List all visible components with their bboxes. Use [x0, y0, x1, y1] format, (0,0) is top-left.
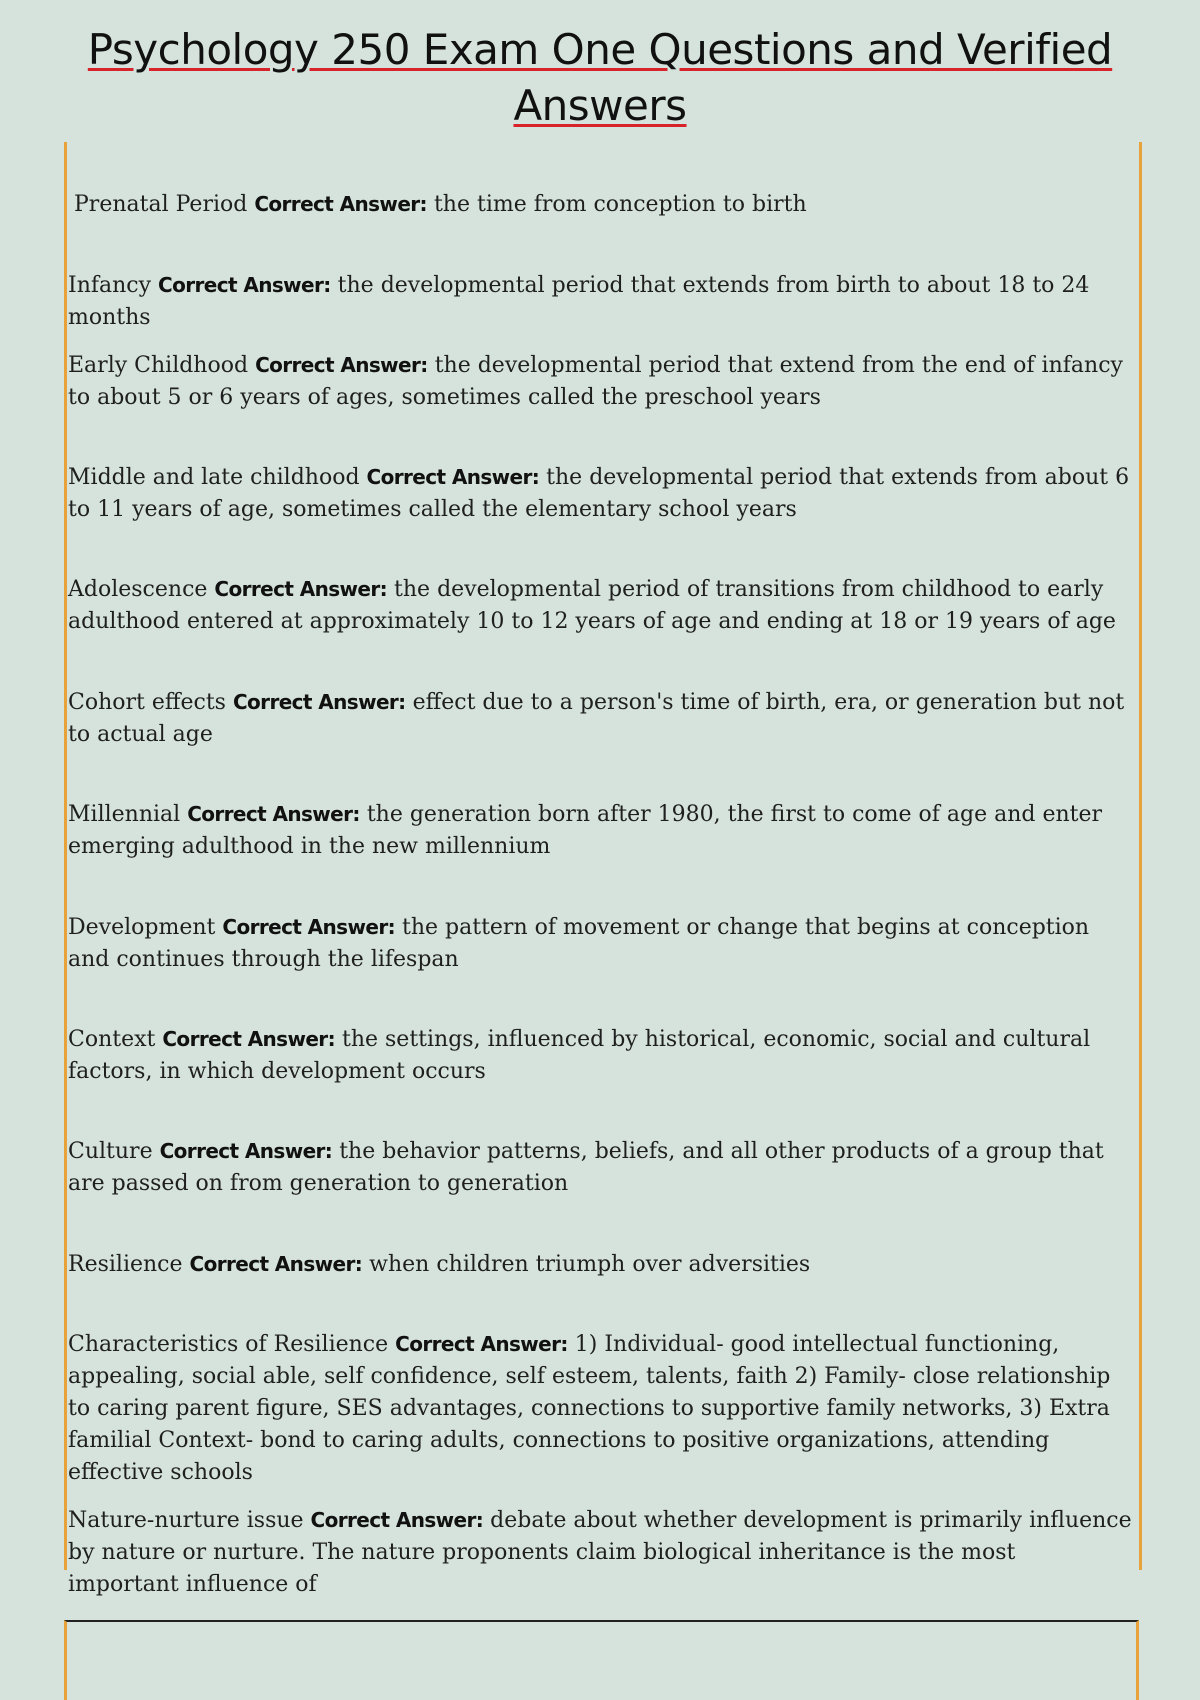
entry-definition: the generation born after 1980, the first to come of age and enter emerging adulthood in the new millennium	[68, 802, 1103, 859]
entry-definition: effect due to a person's time of birth, era, or generation but not to actual age	[68, 690, 1125, 747]
correct-answer-label: Correct Answer:	[214, 577, 388, 601]
entry-context	[68, 1023, 1132, 1088]
entry-term: Millennial	[68, 802, 181, 827]
entry-term: Culture	[68, 1139, 153, 1164]
entry-term: Middle and late childhood	[68, 465, 360, 490]
correct-answer-label: Correct Answer:	[222, 915, 395, 939]
correct-answer-label: Correct Answer:	[162, 1027, 335, 1051]
entry-definition: the developmental period that extends from about 6 to 11 years of age, sometimes called the elementary school years	[68, 465, 1130, 522]
entry-term: Context	[68, 1027, 156, 1052]
correct-answer-label: Correct Answer:	[159, 1139, 333, 1163]
entry-development	[68, 911, 1132, 976]
correct-answer-label: Correct Answer:	[232, 690, 406, 714]
document-title	[0, 22, 1200, 134]
entry-term: Nature-nurture issue	[68, 1508, 304, 1533]
entry-infancy	[68, 269, 1132, 334]
entry-term: Adolescence	[68, 577, 208, 602]
entry-early-childhood	[68, 349, 1132, 414]
next-page-frame	[64, 1620, 1139, 1700]
entry-term: Resilience	[68, 1252, 183, 1277]
entry-definition: the developmental period that extends from birth to about 18 to 24 months	[68, 273, 1090, 330]
entry-term: Characteristics of Resilience	[68, 1332, 389, 1357]
correct-answer-label: Correct Answer:	[189, 1252, 363, 1276]
entry-middle-late-childhood	[68, 461, 1132, 526]
entry-definition: the pattern of movement or change that begins at conception and continues through the lifespan	[68, 915, 1090, 972]
entry-characteristics-of-resilience	[68, 1328, 1132, 1489]
entry-term: Early Childhood	[68, 353, 249, 378]
entry-term: Cohort effects	[68, 690, 226, 715]
entry-definition: the time from conception to birth	[433, 192, 807, 217]
entry-definition: the developmental period of transitions from childhood to early adulthood entered at approximately 10 to 12 years of age and ending at 18 or 19 years of age	[68, 577, 1116, 634]
entry-term: Development	[68, 915, 216, 940]
entry-definition: the developmental period that extend from the end of infancy to about 5 or 6 years of ages, sometimes called the preschool years	[68, 353, 1123, 410]
correct-answer-label: Correct Answer:	[158, 273, 331, 297]
entry-nature-nurture-issue	[68, 1504, 1132, 1601]
entry-millennial	[68, 798, 1132, 863]
entry-definition: the settings, influenced by historical, economic, social and cultural factors, in which development occurs	[68, 1027, 1091, 1084]
correct-answer-label: Correct Answer:	[254, 192, 427, 216]
correct-answer-label: Correct Answer:	[395, 1332, 568, 1356]
entry-culture	[68, 1135, 1132, 1200]
entry-term: Prenatal Period	[74, 192, 248, 217]
entry-definition: when children triumph over adversities	[369, 1252, 811, 1277]
correct-answer-label: Correct Answer:	[310, 1508, 484, 1532]
entry-adolescence	[68, 573, 1132, 638]
document-title-text: Psychology 250 Exam One Questions and Verified Answers	[87, 25, 1113, 130]
entry-term: Infancy	[68, 273, 152, 298]
entry-prenatal-period	[74, 188, 1138, 221]
correct-answer-label: Correct Answer:	[255, 353, 428, 377]
entry-definition: debate about whether development is primarily influence by nature or nurture. The nature proponents claim biological inheritance is the most important influence of	[68, 1508, 1132, 1597]
entry-definition: 1) Individual- good intellectual functioning, appealing, social able, self confidence, self esteem, talents, faith 2) Family- close relationship to caring parent figure, SES advantages, connections to supportive family networks, 3) Extra familial Context- bond to caring adults, connections to positive organizations, attending effective schools	[68, 1332, 1111, 1485]
correct-answer-label: Correct Answer:	[187, 802, 360, 826]
entry-cohort-effects	[68, 686, 1132, 751]
entry-definition: the behavior patterns, beliefs, and all other products of a group that are passed on from generation to generation	[68, 1139, 1104, 1196]
correct-answer-label: Correct Answer:	[366, 465, 540, 489]
entry-resilience	[68, 1248, 1132, 1281]
